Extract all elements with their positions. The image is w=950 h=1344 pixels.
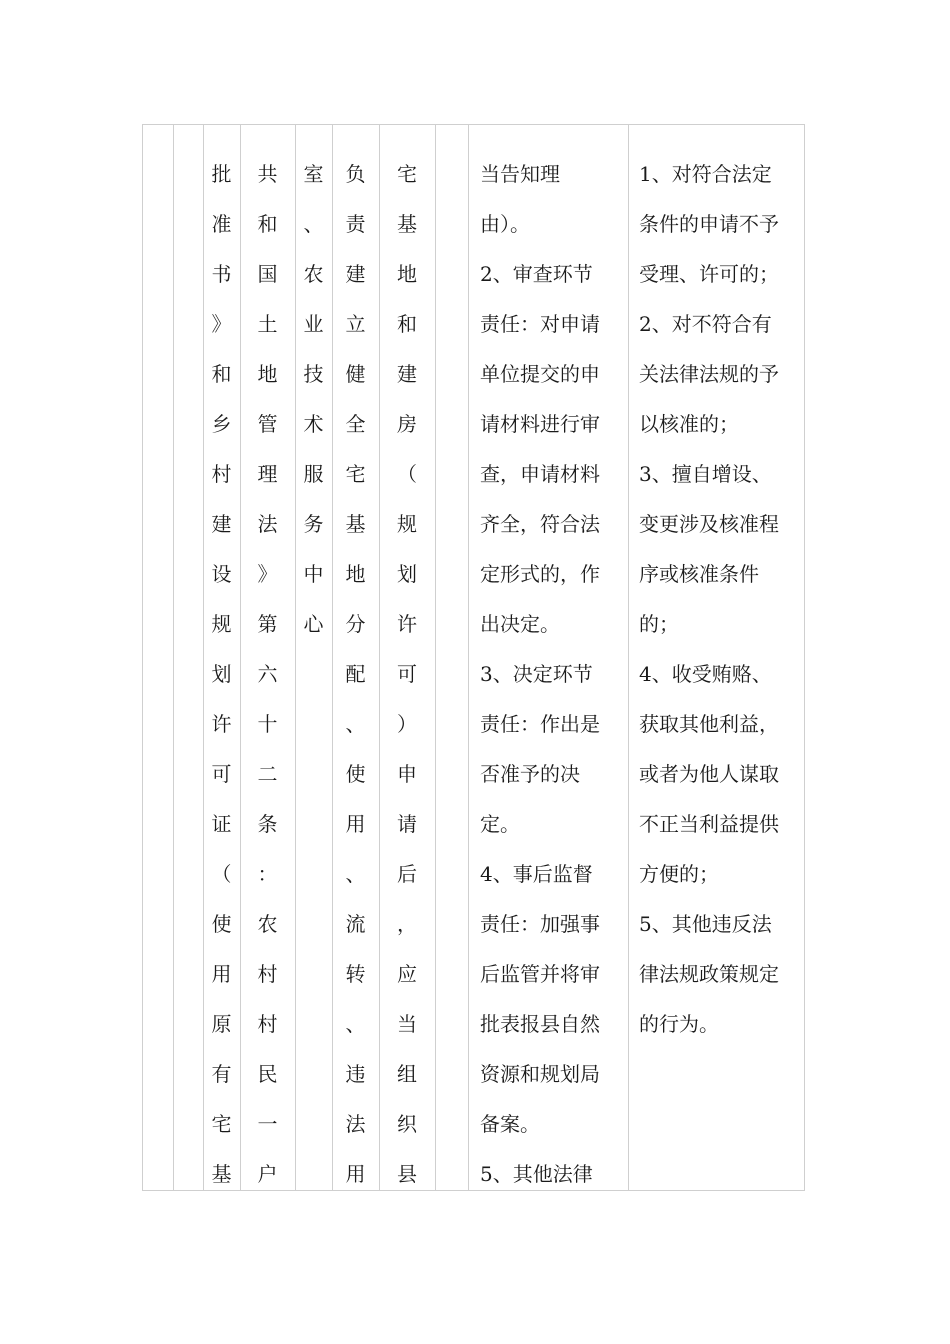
text-line: 责任：加强事 bbox=[480, 912, 600, 936]
text-line: 关法律法规的予 bbox=[639, 362, 779, 386]
column-char: 地 bbox=[345, 562, 366, 586]
text-line: 不正当利益提供 bbox=[639, 812, 779, 836]
column-char: 可 bbox=[397, 662, 417, 686]
text-line: 定。 bbox=[480, 812, 520, 836]
column-char: 证 bbox=[211, 812, 232, 836]
column-char: 许 bbox=[397, 612, 417, 636]
column-char: 违 bbox=[345, 1062, 366, 1086]
text-line: 以核准的； bbox=[639, 412, 739, 436]
column-char: 地 bbox=[257, 362, 278, 386]
column-char: 民 bbox=[257, 1062, 278, 1086]
column-char: 转 bbox=[345, 962, 366, 986]
column-char: ： bbox=[257, 862, 278, 886]
column-char: 和 bbox=[397, 312, 417, 336]
column-char: 务 bbox=[303, 512, 324, 536]
text-line: 序或核准条件 bbox=[639, 562, 759, 586]
text-line: 受理、许可的； bbox=[639, 262, 779, 286]
column-char: 乡 bbox=[211, 412, 232, 436]
text-line: 否准予的决 bbox=[480, 762, 580, 786]
column-char: 》 bbox=[211, 312, 232, 336]
text-line: 批表报县自然 bbox=[480, 1012, 600, 1036]
column-char: 织 bbox=[397, 1112, 417, 1136]
text-line: 2、审查环节 bbox=[480, 262, 593, 286]
column-char: 管 bbox=[257, 412, 278, 436]
column-char: （ bbox=[397, 462, 417, 486]
text-line: 变更涉及核准程 bbox=[639, 512, 779, 536]
column-divider bbox=[468, 125, 469, 1190]
column-char: 室 bbox=[303, 162, 324, 186]
column-char: 和 bbox=[257, 212, 278, 236]
column-char: 条 bbox=[257, 812, 278, 836]
basis-column-a bbox=[203, 149, 240, 1199]
column-char: 技 bbox=[303, 362, 324, 386]
column-char: 规 bbox=[211, 612, 232, 636]
text-line: 的； bbox=[639, 612, 679, 636]
column-char: 农 bbox=[257, 912, 278, 936]
text-line: 请材料进行审 bbox=[480, 412, 600, 436]
column-char: 流 bbox=[345, 912, 366, 936]
column-char: 中 bbox=[303, 562, 324, 586]
column-char: 法 bbox=[345, 1112, 366, 1136]
column-char: 服 bbox=[303, 462, 324, 486]
item-column bbox=[379, 149, 435, 1199]
text-line: 出决定。 bbox=[480, 612, 560, 636]
text-line: 条件的申请不予 bbox=[639, 212, 779, 236]
column-divider bbox=[173, 125, 174, 1190]
column-divider bbox=[435, 125, 436, 1190]
column-char: 建 bbox=[397, 362, 417, 386]
column-char: 、 bbox=[303, 212, 324, 236]
column-char: 村 bbox=[257, 1012, 278, 1036]
column-char: ） bbox=[397, 712, 417, 736]
text-line: 资源和规划局 bbox=[480, 1062, 600, 1086]
column-char: （ bbox=[211, 862, 232, 886]
column-char: 立 bbox=[345, 312, 366, 336]
column-char: 全 bbox=[345, 412, 366, 436]
column-char: 申 bbox=[397, 762, 417, 786]
column-char: 第 bbox=[257, 612, 278, 636]
column-char: 有 bbox=[211, 1062, 232, 1086]
text-line: 责任：对申请 bbox=[480, 312, 600, 336]
text-line: 4、事后监督 bbox=[480, 862, 593, 886]
column-char: 许 bbox=[211, 712, 232, 736]
text-line: 或者为他人谋取 bbox=[639, 762, 779, 786]
text-line: 5、其他法律 bbox=[480, 1162, 593, 1186]
column-char: 基 bbox=[345, 512, 366, 536]
text-line: 2、对不符合有 bbox=[639, 312, 772, 336]
department-column bbox=[295, 149, 332, 649]
column-char: 农 bbox=[303, 262, 324, 286]
text-line: 责任：作出是 bbox=[480, 712, 600, 736]
text-line: 5、其他违反法 bbox=[639, 912, 772, 936]
column-char: 用 bbox=[345, 812, 366, 836]
text-line: 当告知理 bbox=[480, 162, 560, 186]
column-char: 设 bbox=[211, 562, 232, 586]
column-char: 划 bbox=[211, 662, 232, 686]
column-char: 责 bbox=[345, 212, 366, 236]
column-char: 基 bbox=[211, 1162, 232, 1186]
column-char: 负 bbox=[345, 162, 366, 186]
column-char: 用 bbox=[345, 1162, 366, 1186]
column-char: 应 bbox=[397, 962, 417, 986]
column-char: 、 bbox=[345, 712, 366, 736]
duty-column bbox=[332, 149, 379, 1199]
text-line: 4、收受贿赂、 bbox=[639, 662, 772, 686]
text-line: 的行为。 bbox=[639, 1012, 719, 1036]
text-line: 方便的； bbox=[639, 862, 719, 886]
column-char: 规 bbox=[397, 512, 417, 536]
column-char: 使 bbox=[211, 912, 232, 936]
column-char: 划 bbox=[397, 562, 417, 586]
column-char: 基 bbox=[397, 212, 417, 236]
text-line: 后监管并将审 bbox=[480, 962, 600, 986]
column-char: 二 bbox=[257, 762, 278, 786]
column-char: 当 bbox=[397, 1012, 417, 1036]
column-divider bbox=[628, 125, 629, 1190]
text-line: 查，申请材料 bbox=[480, 462, 600, 486]
column-char: 国 bbox=[257, 262, 278, 286]
column-char: 使 bbox=[345, 762, 366, 786]
basis-column-b bbox=[240, 149, 295, 1199]
text-line: 由）。 bbox=[480, 212, 530, 236]
column-char: 宅 bbox=[211, 1112, 232, 1136]
column-char: 术 bbox=[303, 412, 324, 436]
text-line: 单位提交的申 bbox=[480, 362, 600, 386]
column-char: 户 bbox=[257, 1162, 278, 1186]
column-char: 村 bbox=[211, 462, 232, 486]
text-line: 获取其他利益， bbox=[639, 712, 779, 736]
column-char: 十 bbox=[257, 712, 278, 736]
text-line: 备案。 bbox=[480, 1112, 540, 1136]
column-char: 后 bbox=[397, 862, 417, 886]
column-char: 、 bbox=[345, 862, 366, 886]
column-char: 土 bbox=[257, 312, 278, 336]
column-char: 共 bbox=[257, 162, 278, 186]
column-char: 健 bbox=[345, 362, 366, 386]
column-char: 批 bbox=[211, 162, 232, 186]
column-char: 六 bbox=[257, 662, 278, 686]
column-char: 宅 bbox=[345, 462, 366, 486]
column-char: 一 bbox=[257, 1112, 278, 1136]
responsibility-column bbox=[480, 149, 600, 1199]
column-char: 宅 bbox=[397, 162, 417, 186]
column-char: 请 bbox=[397, 812, 417, 836]
column-char: 法 bbox=[257, 512, 278, 536]
column-char: 村 bbox=[257, 962, 278, 986]
text-line: 1、对符合法定 bbox=[639, 162, 772, 186]
column-char: 业 bbox=[303, 312, 324, 336]
column-char: 组 bbox=[397, 1062, 417, 1086]
column-char: 配 bbox=[345, 662, 366, 686]
column-char: 建 bbox=[211, 512, 232, 536]
column-char: 原 bbox=[211, 1012, 232, 1036]
column-char: 理 bbox=[257, 462, 278, 486]
text-line: 定形式的，作 bbox=[480, 562, 600, 586]
column-char: 书 bbox=[211, 262, 232, 286]
document-table bbox=[142, 124, 805, 1191]
column-char: 心 bbox=[303, 612, 324, 636]
accountability-column bbox=[639, 149, 779, 1049]
column-char: 房 bbox=[397, 412, 417, 436]
column-char: 分 bbox=[345, 612, 366, 636]
column-char: 和 bbox=[211, 362, 232, 386]
column-char: 地 bbox=[397, 262, 417, 286]
column-char: ， bbox=[397, 912, 417, 936]
text-line: 律法规政策规定 bbox=[639, 962, 779, 986]
text-line: 3、决定环节 bbox=[480, 662, 593, 686]
column-char: 》 bbox=[257, 562, 278, 586]
text-line: 3、擅自增设、 bbox=[639, 462, 772, 486]
column-char: 用 bbox=[211, 962, 232, 986]
column-char: 、 bbox=[345, 1012, 366, 1036]
column-char: 县 bbox=[397, 1162, 417, 1186]
column-char: 可 bbox=[211, 762, 232, 786]
text-line: 齐全，符合法 bbox=[480, 512, 600, 536]
column-char: 准 bbox=[211, 212, 232, 236]
column-char: 建 bbox=[345, 262, 366, 286]
